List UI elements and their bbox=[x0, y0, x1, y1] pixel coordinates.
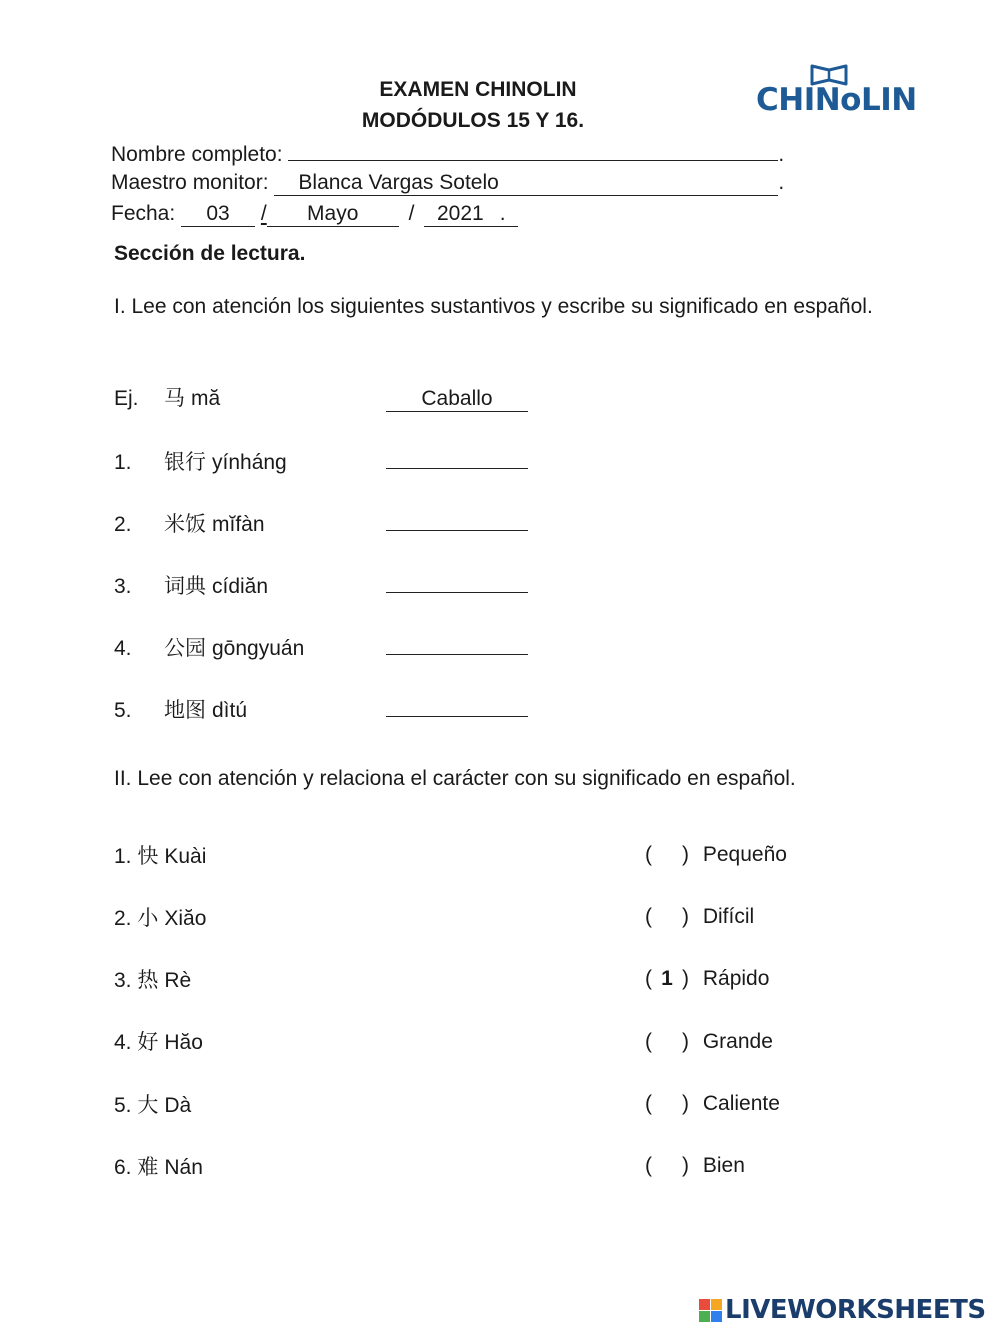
vocab-pinyin: mĭfàn bbox=[212, 513, 265, 536]
paren-open: ( bbox=[645, 905, 652, 928]
maestro-suffix: . bbox=[778, 171, 785, 194]
match-answer-field[interactable]: 1 bbox=[661, 967, 673, 990]
match-number: 3. bbox=[114, 969, 132, 992]
paren-close: ) bbox=[682, 1154, 689, 1177]
paren-close: ) bbox=[682, 1030, 689, 1053]
nombre-field[interactable] bbox=[288, 140, 778, 161]
maestro-label: Maestro monitor: bbox=[111, 171, 269, 194]
vocab-number: 2. bbox=[114, 513, 132, 536]
chinolin-logo bbox=[752, 62, 917, 124]
matching-meaning-row bbox=[645, 1092, 780, 1116]
match-hanzi: 好 bbox=[137, 1030, 159, 1054]
vocab-hanzi: 地图 bbox=[164, 698, 206, 722]
part1-instruction: I. Lee con atención los siguientes sustantivos y escribe su significado en español. bbox=[114, 295, 873, 318]
match-hanzi: 大 bbox=[137, 1093, 159, 1117]
match-meaning: Grande bbox=[702, 1030, 773, 1053]
match-pinyin: Nán bbox=[164, 1156, 203, 1179]
paren-open: ( bbox=[645, 1092, 652, 1115]
matching-character-row bbox=[114, 902, 206, 932]
vocab-answer-field[interactable]: Caballo bbox=[386, 387, 528, 412]
vocab-number: Ej. bbox=[114, 387, 139, 410]
vocab-pinyin: dìtú bbox=[212, 699, 248, 722]
vocab-pinyin: yínháng bbox=[212, 451, 287, 474]
match-hanzi: 小 bbox=[137, 906, 159, 930]
vocab-number: 3. bbox=[114, 575, 132, 598]
match-number: 5. bbox=[114, 1094, 132, 1117]
matching-meaning-row bbox=[645, 1030, 773, 1054]
paren-close: ) bbox=[682, 967, 689, 990]
vocab-pinyin: cídiăn bbox=[212, 575, 269, 598]
matching-meaning-row bbox=[645, 967, 769, 991]
vocab-answer-field[interactable] bbox=[386, 568, 528, 593]
match-meaning: Rápido bbox=[702, 967, 770, 990]
brand-square-icon bbox=[699, 1311, 710, 1322]
matching-character-row bbox=[114, 1089, 191, 1119]
match-meaning: Pequeño bbox=[702, 843, 787, 866]
vocab-example-row bbox=[114, 382, 528, 412]
matching-meaning-row bbox=[645, 843, 787, 867]
fecha-year-field[interactable] bbox=[424, 202, 518, 227]
match-pinyin: Kuài bbox=[164, 845, 207, 868]
section-title: Sección de lectura. bbox=[114, 242, 306, 265]
fecha-line bbox=[111, 202, 518, 227]
fecha-label: Fecha: bbox=[111, 202, 176, 225]
matching-meaning-row bbox=[645, 905, 754, 929]
vocab-hanzi: 银行 bbox=[164, 450, 206, 474]
vocab-hanzi: 词典 bbox=[164, 574, 206, 598]
match-pinyin: Xiăo bbox=[164, 907, 207, 930]
vocab-hanzi: 米饭 bbox=[164, 512, 206, 536]
paren-open: ( bbox=[645, 1030, 652, 1053]
vocab-number: 1. bbox=[114, 451, 132, 474]
fecha-day: 03 bbox=[206, 202, 230, 225]
nombre-line bbox=[111, 140, 784, 167]
match-pinyin: Hăo bbox=[164, 1031, 203, 1054]
logo-text: CHINoLIN bbox=[756, 82, 917, 118]
paren-open: ( bbox=[645, 967, 652, 990]
exam-subtitle: MODÓDULOS 15 Y 16. bbox=[361, 109, 585, 132]
nombre-label: Nombre completo: bbox=[111, 143, 283, 166]
matching-character-row bbox=[114, 964, 191, 994]
vocab-pinyin: mă bbox=[191, 387, 221, 410]
part2-instruction: II. Lee con atención y relaciona el carácter con su significado en español. bbox=[114, 767, 796, 790]
fecha-suffix: . bbox=[499, 202, 506, 225]
vocab-row bbox=[114, 506, 528, 538]
match-hanzi: 快 bbox=[137, 844, 159, 868]
vocab-row bbox=[114, 568, 528, 600]
paren-open: ( bbox=[645, 1154, 652, 1177]
matching-character-row bbox=[114, 840, 206, 870]
maestro-line bbox=[111, 171, 784, 196]
exam-title: EXAMEN CHINOLIN bbox=[379, 78, 577, 101]
fecha-month-field[interactable] bbox=[267, 202, 399, 227]
match-number: 2. bbox=[114, 907, 132, 930]
vocab-answer-field[interactable] bbox=[386, 506, 528, 531]
vocab-row bbox=[114, 444, 528, 476]
maestro-field[interactable] bbox=[274, 171, 778, 196]
nombre-suffix: . bbox=[778, 143, 785, 166]
match-meaning: Difícil bbox=[702, 905, 755, 928]
brand-square-icon bbox=[711, 1299, 722, 1310]
vocab-hanzi: 马 bbox=[164, 386, 185, 410]
matching-character-row bbox=[114, 1026, 203, 1056]
vocab-row bbox=[114, 692, 528, 724]
paren-open: ( bbox=[645, 843, 652, 866]
match-pinyin: Dà bbox=[164, 1094, 192, 1117]
brand-square-icon bbox=[699, 1299, 710, 1310]
paren-close: ) bbox=[682, 843, 689, 866]
match-hanzi: 难 bbox=[137, 1155, 159, 1179]
vocab-row bbox=[114, 630, 528, 662]
paren-close: ) bbox=[682, 905, 689, 928]
matching-character-row bbox=[114, 1151, 203, 1181]
fecha-day-field[interactable] bbox=[181, 202, 255, 227]
vocab-answer-field[interactable] bbox=[386, 692, 528, 717]
paren-close: ) bbox=[682, 1092, 689, 1115]
match-meaning: Caliente bbox=[702, 1092, 780, 1115]
vocab-answer-field[interactable] bbox=[386, 630, 528, 655]
match-number: 6. bbox=[114, 1156, 132, 1179]
matching-meaning-row bbox=[645, 1154, 745, 1178]
vocab-number: 4. bbox=[114, 637, 132, 660]
vocab-hanzi: 公园 bbox=[164, 636, 206, 660]
maestro-value: Blanca Vargas Sotelo bbox=[298, 171, 499, 194]
fecha-sep2: / bbox=[408, 202, 415, 225]
match-pinyin: Rè bbox=[164, 969, 192, 992]
fecha-year: 2021 bbox=[436, 202, 484, 225]
fecha-sep1: / bbox=[260, 202, 267, 225]
vocab-answer-field[interactable] bbox=[386, 444, 528, 469]
match-meaning: Bien bbox=[702, 1154, 745, 1177]
brand-square-icon bbox=[711, 1311, 722, 1322]
fecha-month: Mayo bbox=[307, 202, 359, 225]
match-number: 1. bbox=[114, 845, 132, 868]
match-hanzi: 热 bbox=[137, 968, 159, 992]
vocab-number: 5. bbox=[114, 699, 132, 722]
brand-text: LIVEWORKSHEETS bbox=[725, 1295, 986, 1325]
match-number: 4. bbox=[114, 1031, 132, 1054]
vocab-pinyin: gōngyuán bbox=[212, 637, 305, 660]
